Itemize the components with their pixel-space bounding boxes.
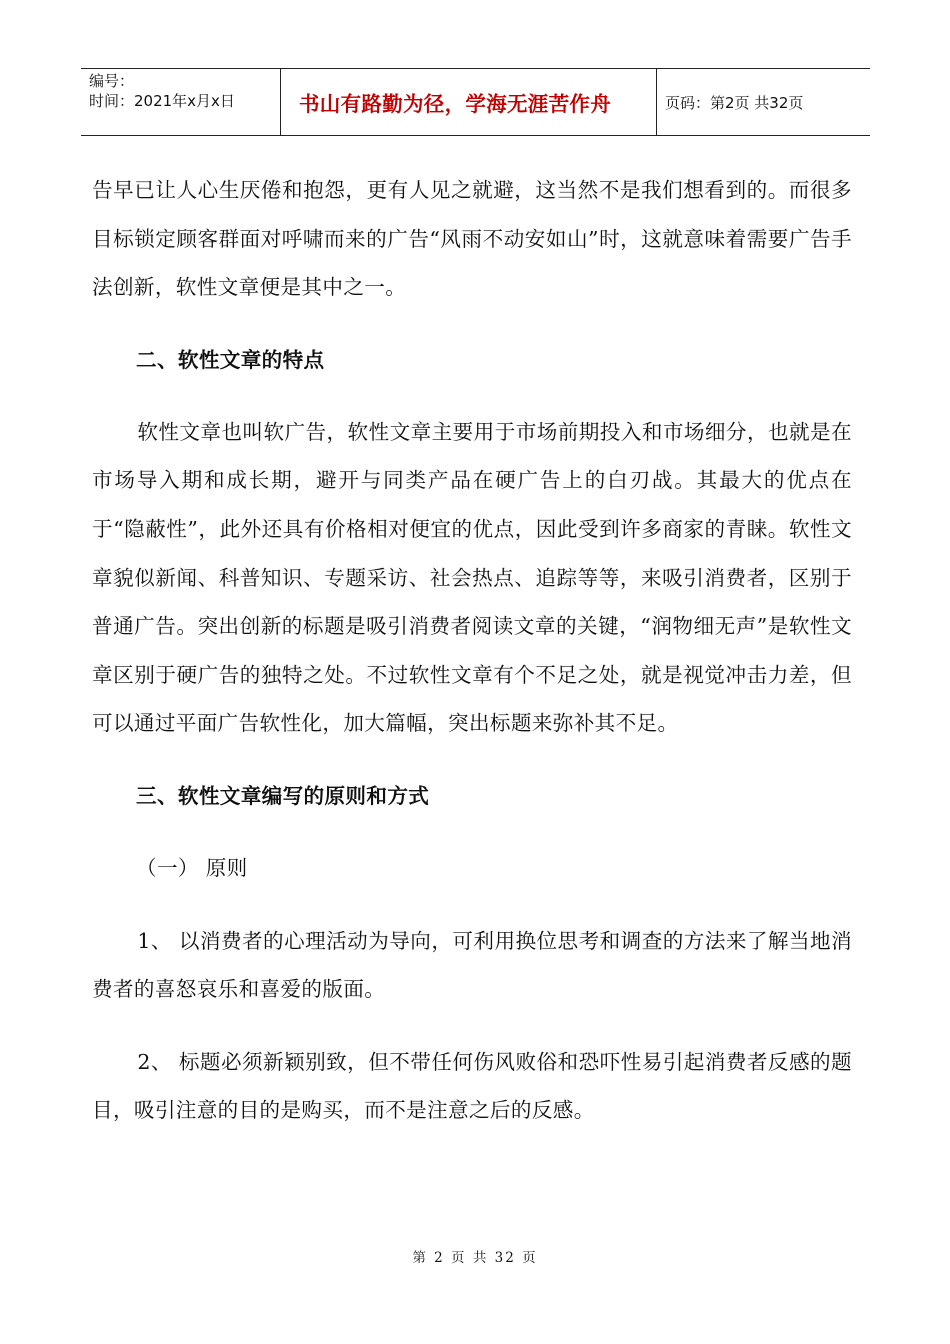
section-heading-2: 二、软性文章的特点 bbox=[136, 347, 325, 372]
number-label: 编号： bbox=[89, 72, 135, 90]
time-label: 时间：2021年x月x日 bbox=[89, 92, 235, 110]
list-item-1: 1、 以消费者的心理活动为导向，可利用换位思考和调查的方法来了解当地消费者的喜怒哀乐和喜爱的版面。 bbox=[92, 928, 852, 1002]
document-body bbox=[92, 166, 852, 1135]
subheading-principles: （一） 原则 bbox=[136, 855, 248, 880]
header-motto: 书山有路勤为径，学海无涯苦作舟 bbox=[281, 69, 657, 135]
list-item-2: 2、 标题必须新颖别致，但不带任何伤风败俗和恐吓性易引起消费者反感的题目，吸引注意的目的是购买，而不是注意之后的反感。 bbox=[92, 1049, 852, 1123]
header-meta-cell bbox=[81, 69, 281, 135]
document-header bbox=[81, 68, 870, 136]
paragraph-intro: 告早已让人心生厌倦和抱怨，更有人见之就避，这当然不是我们想看到的。而很多目标锁定顾客群面对呼啸而来的广告“风雨不动安如山”时，这就意味着需要广告手法创新，软性文章便是其中之一。 bbox=[92, 178, 852, 300]
header-page-info: 页码：第2页 共32页 bbox=[665, 93, 804, 112]
section-heading-3: 三、软性文章编写的原则和方式 bbox=[136, 783, 430, 808]
paragraph-features: 软性文章也叫软广告，软性文章主要用于市场前期投入和市场细分，也就是在市场导入期和成长期，避开与同类产品在硬广告上的白刃战。其最大的优点在于“隐蔽性”，此外还具有价格相对便宜的优点，因此受到许多商家的青睐。软性文章貌似新闻、科普知识、专题采访、社会热点、追踪等等，来吸引消费者，区别于普通广告。突出创新的标题是吸引消费者阅读文章的关键，“润物细无声”是软性文章区别于硬广告的独特之处。不过软性文章有个不足之处，就是视觉冲击力差，但可以通过平面广告软性化，加大篇幅，突出标题来弥补其不足。 bbox=[92, 419, 852, 736]
page-footer: 第 2 页 共 32 页 bbox=[412, 1250, 538, 1266]
